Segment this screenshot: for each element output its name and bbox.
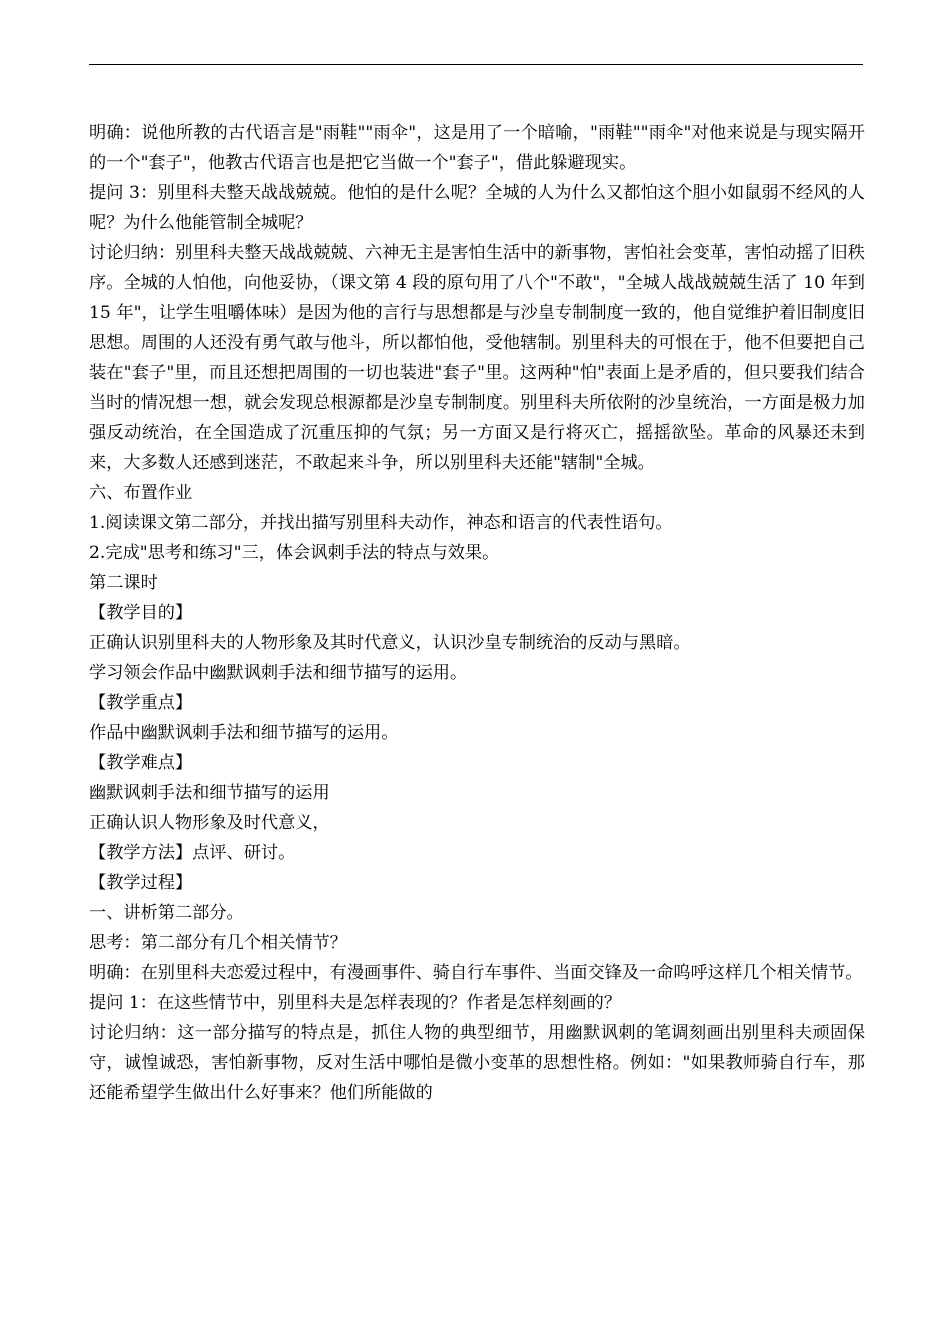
document-body	[89, 118, 865, 1108]
section-heading: 【教学重点】	[89, 693, 193, 713]
paragraph: 明确：在别里科夫恋爱过程中，有漫画事件、骑自行车事件、当面交锋及一命呜呼这样几个相关情节。	[89, 963, 863, 983]
paragraph: 提问 1：在这些情节中，别里科夫是怎样表现的？作者是怎样刻画的？	[89, 993, 622, 1013]
paragraph: 讨论归纳：这一部分描写的特点是，抓住人物的典型细节，用幽默讽刺的笔调刻画出别里科夫顽固保守，诚惶诚恐，害怕新事物，反对生活中哪怕是微小变革的思想性格。例如："如果教师骑自行车，那还能希望学生做出什么好事来？他们所能做的	[89, 1023, 865, 1103]
paragraph: 学习领会作品中幽默讽刺手法和细节描写的运用。	[89, 663, 468, 683]
header-rule	[89, 64, 863, 65]
section-heading: 一、讲析第二部分。	[89, 903, 244, 923]
paragraph: 正确认识别里科夫的人物形象及其时代意义，认识沙皇专制统治的反动与黑暗。	[89, 633, 691, 653]
paragraph: 明确：说他所教的古代语言是"雨鞋""雨伞"，这是用了一个暗喻，"雨鞋""雨伞"对他来说是与现实隔开的一个"套子"，他教古代语言也是把它当做一个"套子"，借此躲避现实。	[89, 123, 865, 173]
paragraph: 提问 3：别里科夫整天战战兢兢。他怕的是什么呢？全城的人为什么又都怕这个胆小如鼠弱不经风的人呢？为什么他能管制全城呢？	[89, 183, 865, 233]
paragraph: 正确认识人物形象及时代意义，	[89, 813, 330, 833]
section-heading: 第二课时	[89, 573, 158, 593]
paragraph: 2.完成"思考和练习"三，体会讽刺手法的特点与效果。	[89, 543, 500, 563]
paragraph: 思考：第二部分有几个相关情节？	[89, 933, 347, 953]
paragraph: 作品中幽默讽刺手法和细节描写的运用。	[89, 723, 399, 743]
paragraph: 讨论归纳：别里科夫整天战战兢兢、六神无主是害怕生活中的新事物，害怕社会变革，害怕动摇了旧秩序。全城的人怕他，向他妥协，（课文第 4 段的原句用了八个"不敢"，"全城人战战兢兢生活了 10 年到 15 年"，让学生咀嚼体味）是因为他的言行与思想都是与沙皇专制制度一致的，他自觉维护着旧制度旧思想。周围的人还没有勇气敢与他斗，所以都怕他，受他辖制。别里科夫的可恨在于，他不但要把自己装在"套子"里，而且还想把周围的一切也装进"套子"里。这两种"怕"表面上是矛盾的，但只要我们结合当时的情况想一想，就会发现总根源都是沙皇专制制度。别里科夫所依附的沙皇统治，一方面是极力加强反动统治，在全国造成了沉重压抑的气氛；另一方面又是行将灭亡，摇摇欲坠。革命的风暴还未到来，大多数人还感到迷茫，不敢起来斗争，所以别里科夫还能"辖制"全城。	[89, 243, 865, 473]
section-heading: 【教学难点】	[89, 753, 193, 773]
paragraph: 幽默讽刺手法和细节描写的运用	[89, 783, 330, 803]
paragraph: 1.阅读课文第二部分，并找出描写别里科夫动作，神态和语言的代表性语句。	[89, 513, 673, 533]
paragraph: 【教学方法】点评、研讨。	[89, 843, 296, 863]
section-heading: 【教学过程】	[89, 873, 193, 893]
section-heading: 六、布置作业	[89, 483, 193, 503]
section-heading: 【教学目的】	[89, 603, 193, 623]
